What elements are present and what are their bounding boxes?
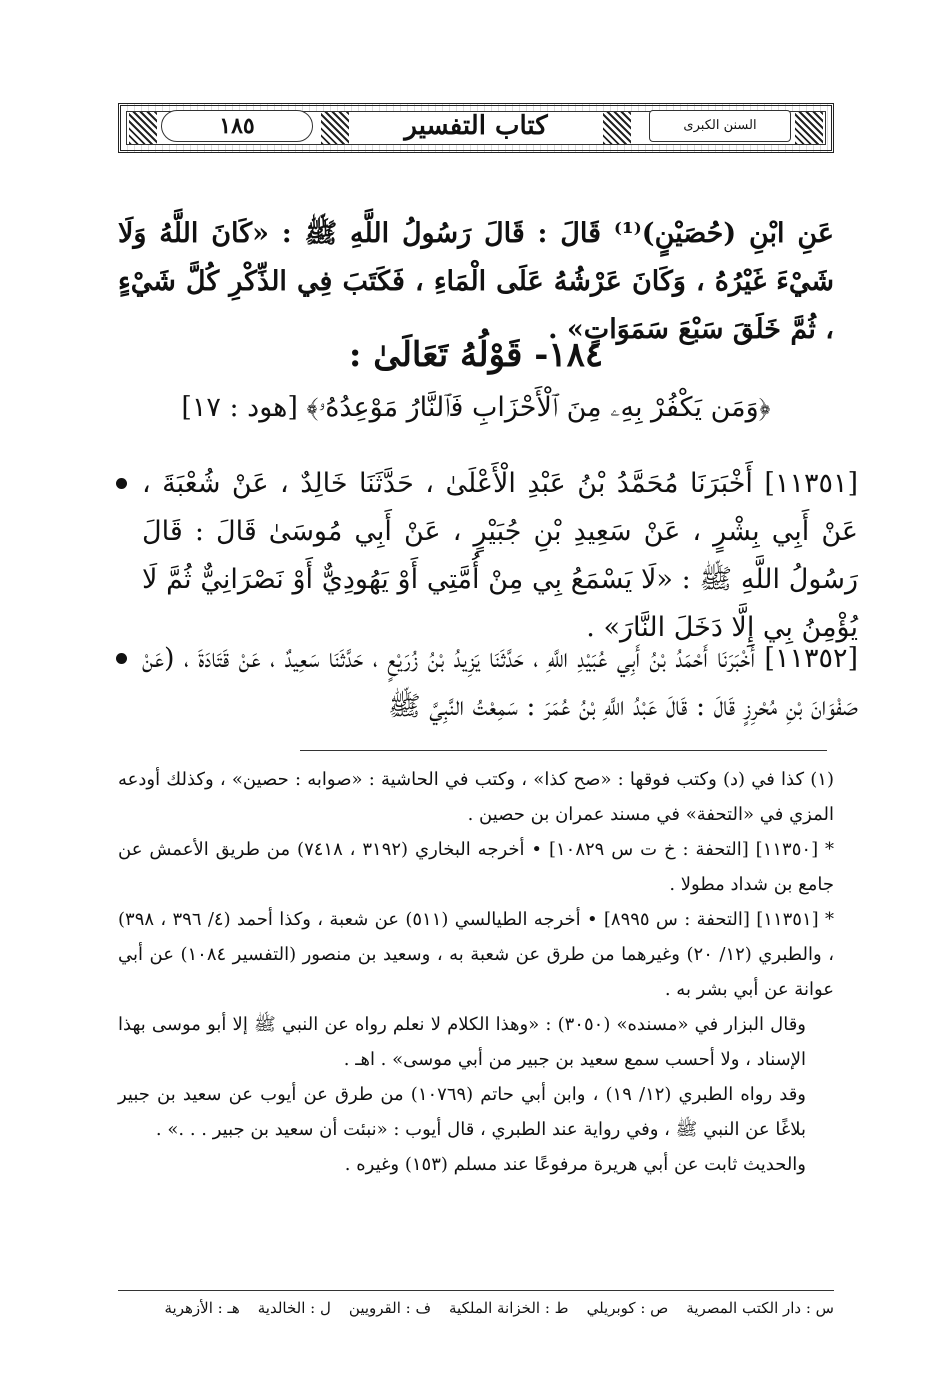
quran-verse: ﴿وَمَن يَكْفُرْ بِهِۦ مِنَ ٱلْأَحْزَابِ فَٱلنَّارُ مَوْعِدُهُۥ﴾ [هود : ١٧] bbox=[181, 392, 771, 423]
ornament-icon bbox=[795, 112, 823, 144]
legend-item: هـ : الأزهرية bbox=[164, 1299, 240, 1317]
footnote-bazzar: وقال البزار في «مسنده» (٣٠٥٠) : «وهذا الكلام لا نعلم رواه عن النبي ﷺ إلا أبو موسى بهذا الإسناد ، ولا أحسب سمع سعيد بن جبير من أبي موسى» . اهـ . bbox=[118, 1014, 806, 1070]
footnote-11350: * [١١٣٥٠] [التحفة : خ ت س ١٠٨٢٩] • أخرجه البخاري (٣١٩٢ ، ٧٤١٨) من طريق الأعمش عن جامع بن شداد مطولا . bbox=[118, 839, 834, 895]
section-heading: ١٨٤- قَوْلُهُ تَعَالَىٰ : bbox=[348, 335, 604, 375]
footnotes bbox=[118, 762, 834, 1182]
ornament-icon bbox=[603, 112, 631, 144]
footnote-11351: * [١١٣٥١] [التحفة : س ٨٩٩٥] • أخرجه الطيالسي (٥١١) عن شعبة ، وكذا أحمد (٤/ ٣٩٦ ، ٣٩٨) ، والطبري (١٢/ ٢٠) وغيرهما من طرق عن شعبة به ، وسعيد بن منصور (التفسير ١٠٨٤) عن أبي عوانة عن أبي بشر به . bbox=[118, 909, 835, 1000]
ornament-icon bbox=[129, 112, 157, 144]
legend-item: ص : كوبريلي bbox=[586, 1299, 669, 1317]
footnote-separator bbox=[300, 750, 827, 751]
chapter-title: كتاب التفسير bbox=[404, 111, 548, 141]
legend-item: ط : الخزانة الملكية bbox=[449, 1299, 569, 1317]
manuscript-legend bbox=[118, 1298, 834, 1318]
footnote-muslim: والحديث ثابت عن أبي هريرة مرفوعًا عند مسلم (١٥٣) وغيره . bbox=[344, 1154, 806, 1175]
footnote-tabari: وقد رواه الطبري (١٢/ ١٩) ، وابن أبي حاتم (١٠٧٦٩) من طرق عن أيوب عن سعيد بن جبير بلاغًا عن النبي ﷺ ، وفي رواية عند الطبري ، قال أيوب : «نبئت أن سعيد بن جبير . . .» . bbox=[118, 1084, 806, 1140]
ornament-icon bbox=[321, 112, 349, 144]
legend-item: ف : القرويين bbox=[348, 1299, 432, 1317]
hadith-11352-text: [١١٣٥٢] أَخْبَرَنَا أَحْمَدُ بْنُ أَبِي عُبَيْدِ اللَّهِ ، حَدَّثَنَا يَزِيدُ بْنُ زُرَيْعٍ ، حَدَّثَنَا سَعِيدٌ ، عَنْ قَتَادَةَ ، (عَنْ صَفْوَانَ بْنِ مُحْرِزٍ قَالَ : قَالَ عَبْدُ اللَّهِ بْنُ عُمَرَ : سَمِعْتُ النَّبِيَّ ﷺ bbox=[142, 643, 858, 722]
page-number: ١٨٥ bbox=[161, 110, 313, 142]
hadith-11352 bbox=[118, 635, 858, 731]
legend-item: س : دار الكتب المصرية bbox=[686, 1299, 834, 1317]
bullet-icon bbox=[116, 478, 127, 489]
legend-separator bbox=[118, 1290, 834, 1291]
hadith-11351 bbox=[118, 460, 858, 652]
hadith-11351-text: [١١٣٥١] أَخْبَرَنَا مُحَمَّدُ بْنُ عَبْدِ الْأَعْلَىٰ ، حَدَّثَنَا خَالِدٌ ، عَنْ شُعْبَةَ ، عَنْ أَبِي بِشْرٍ ، عَنْ سَعِيدِ بْنِ جُبَيْرٍ ، عَنْ أَبِي مُوسَىٰ قَالَ : قَالَ رَسُولُ اللَّهِ ﷺ : «لَا يَسْمَعُ بِي مِنْ أُمَّتِي أَوْ يَهُودِيٌّ أَوْ نَصْرَانِيٌّ ثُمَّ لَا يُؤْمِنُ بِي إِلَّا دَخَلَ النَّارَ» . bbox=[142, 468, 858, 643]
legend-item: ل : الخالدية bbox=[257, 1299, 331, 1317]
page-header bbox=[118, 103, 834, 153]
footnote-1: (١) كذا في (د) وكتب فوقها : «صح كذا» ، وكتب في الحاشية : «صوابه : حصين» ، وكذلك أودعه المزي في «التحفة» في مسند عمران بن حصين . bbox=[118, 769, 834, 825]
opening-hadith-text: عَنِ ابْنِ (حُصَيْنٍ)⁽¹⁾ قَالَ : قَالَ رَسُولُ اللَّهِ ﷺ : «كَانَ اللَّهُ وَلَا شَيْءَ غَيْرُهُ ، وَكَانَ عَرْشُهُ عَلَى الْمَاءِ ، فَكَتَبَ فِي الذِّكْرِ كُلَّ شَيْءٍ ، ثُمَّ خَلَقَ سَبْعَ سَمَوَاتٍ» . bbox=[118, 218, 834, 345]
book-logo: السنن الكبرى bbox=[649, 110, 791, 142]
bullet-icon bbox=[116, 653, 127, 664]
